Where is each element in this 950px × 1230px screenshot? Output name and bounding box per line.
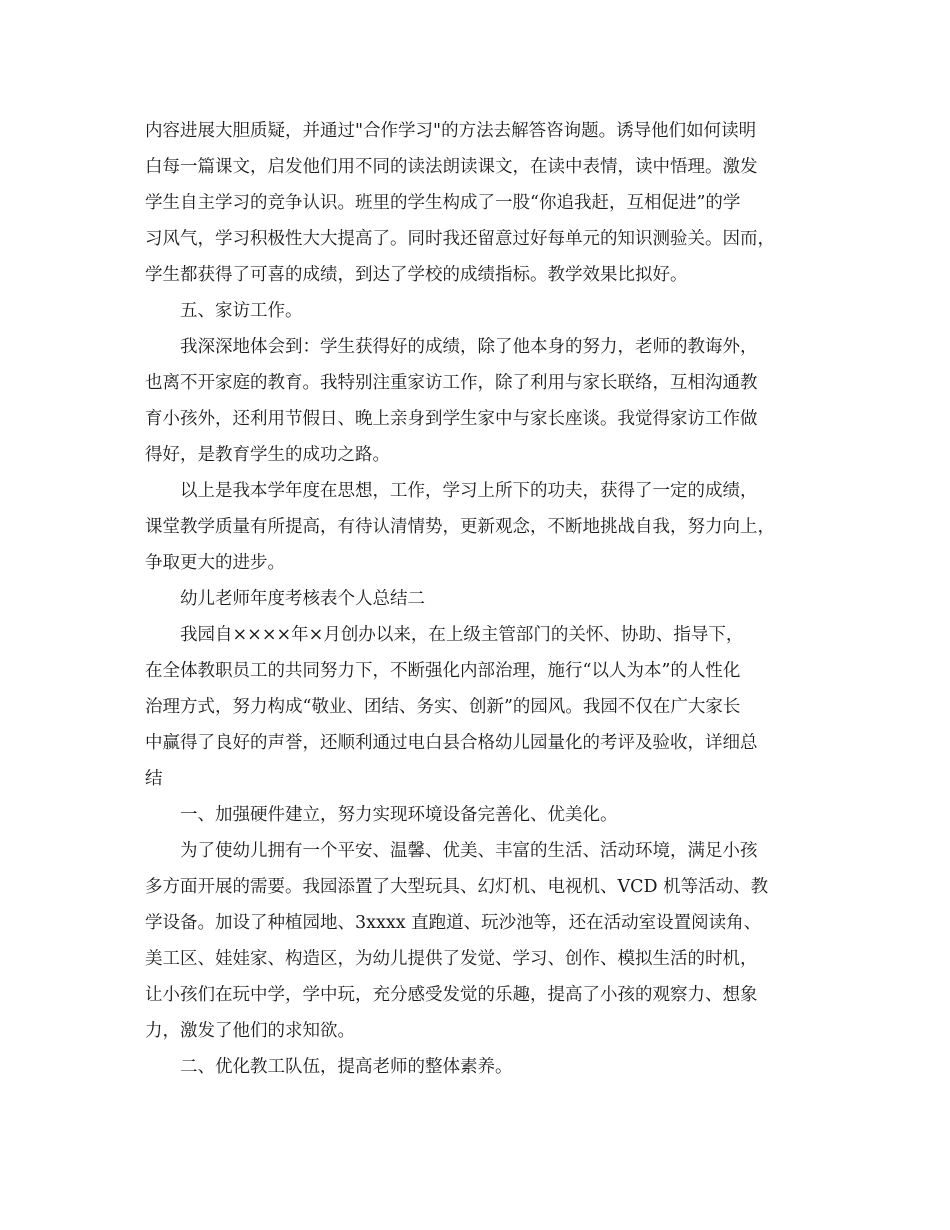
text-line: 内容进展大胆质疑，并通过"合作学习"的方法去解答咨询题。诱导他们如何读明 (145, 121, 757, 141)
section-heading: 五、家访工作。 (180, 301, 303, 321)
text-line: 课堂教学质量有所提高，有待认清情势，更新观念，不断地挑战自我，努力向上， (145, 517, 775, 537)
text-line: 学生都获得了可喜的成绩，到达了学校的成绩指标。教学效果比拟好。 (145, 265, 688, 285)
text-line: 中赢得了良好的声誉，还顺利通过电白县合格幼儿园量化的考评及验收，详细总 (145, 733, 758, 753)
text-line: 力，激发了他们的求知欲。 (145, 1021, 355, 1041)
text-line: 我深深地体会到：学生获得好的成绩，除了他本身的努力，老师的教诲外， (180, 337, 758, 357)
text-line: 为了使幼儿拥有一个平安、温馨、优美、丰富的生活、活动环境，满足小孩 (180, 841, 758, 861)
text-line: 习风气，学习积极性大大提高了。同时我还留意过好每单元的知识测验关。因而， (145, 229, 775, 249)
text-line: 育小孩外，还利用节假日、晚上亲身到学生家中与家长座谈。我觉得家访工作做 (145, 409, 758, 429)
text-line: 治理方式，努力构成“敬业、团结、务实、创新”的园风。我园不仅在广大家长 (145, 697, 741, 717)
section-heading: 一、加强硬件建立，努力实现环境设备完善化、优美化。 (180, 805, 618, 825)
text-line: 让小孩们在玩中学，学中玩，充分感受发觉的乐趣，提高了小孩的观察力、想象 (145, 985, 758, 1005)
text-line: 学生自主学习的竞争认识。班里的学生构成了一股“你追我赶，互相促进”的学 (145, 193, 741, 213)
text-line: 也离不开家庭的教育。我特别注重家访工作，除了利用与家长联络，互相沟通教 (145, 373, 758, 393)
section-heading: 二、优化教工队伍，提高老师的整体素养。 (180, 1057, 513, 1077)
text-line: 争取更大的进步。 (145, 553, 285, 573)
text-line: 我园自××××年×月创办以来，在上级主管部门的关怀、协助、指导下， (180, 625, 744, 645)
text-line: 以上是我本学年度在思想，工作，学习上所下的功夫，获得了一定的成绩， (180, 481, 758, 501)
text-line: 得好，是教育学生的成功之路。 (145, 445, 390, 465)
document-subtitle: 幼儿老师年度考核表个人总结二 (180, 589, 425, 609)
text-line: 结 (145, 769, 163, 789)
document-body (145, 113, 810, 1085)
text-line: 美工区、娃娃家、构造区，为幼儿提供了发觉、学习、创作、模拟生活的时机， (145, 949, 758, 969)
text-line: 学设备。加设了种植园地、3xxxx 直跑道、玩沙池等，还在活动室设置阅读角、 (145, 913, 762, 933)
text-line: 白每一篇课文，启发他们用不同的读法朗读课文，在读中表情，读中悟理。激发 (145, 157, 758, 177)
text-line: 多方面开展的需要。我园添置了大型玩具、幻灯机、电视机、VCD 机等活动、教 (145, 877, 769, 897)
text-line: 在全体教职员工的共同努力下，不断强化内部治理，施行“以人为本”的人性化 (145, 661, 741, 681)
